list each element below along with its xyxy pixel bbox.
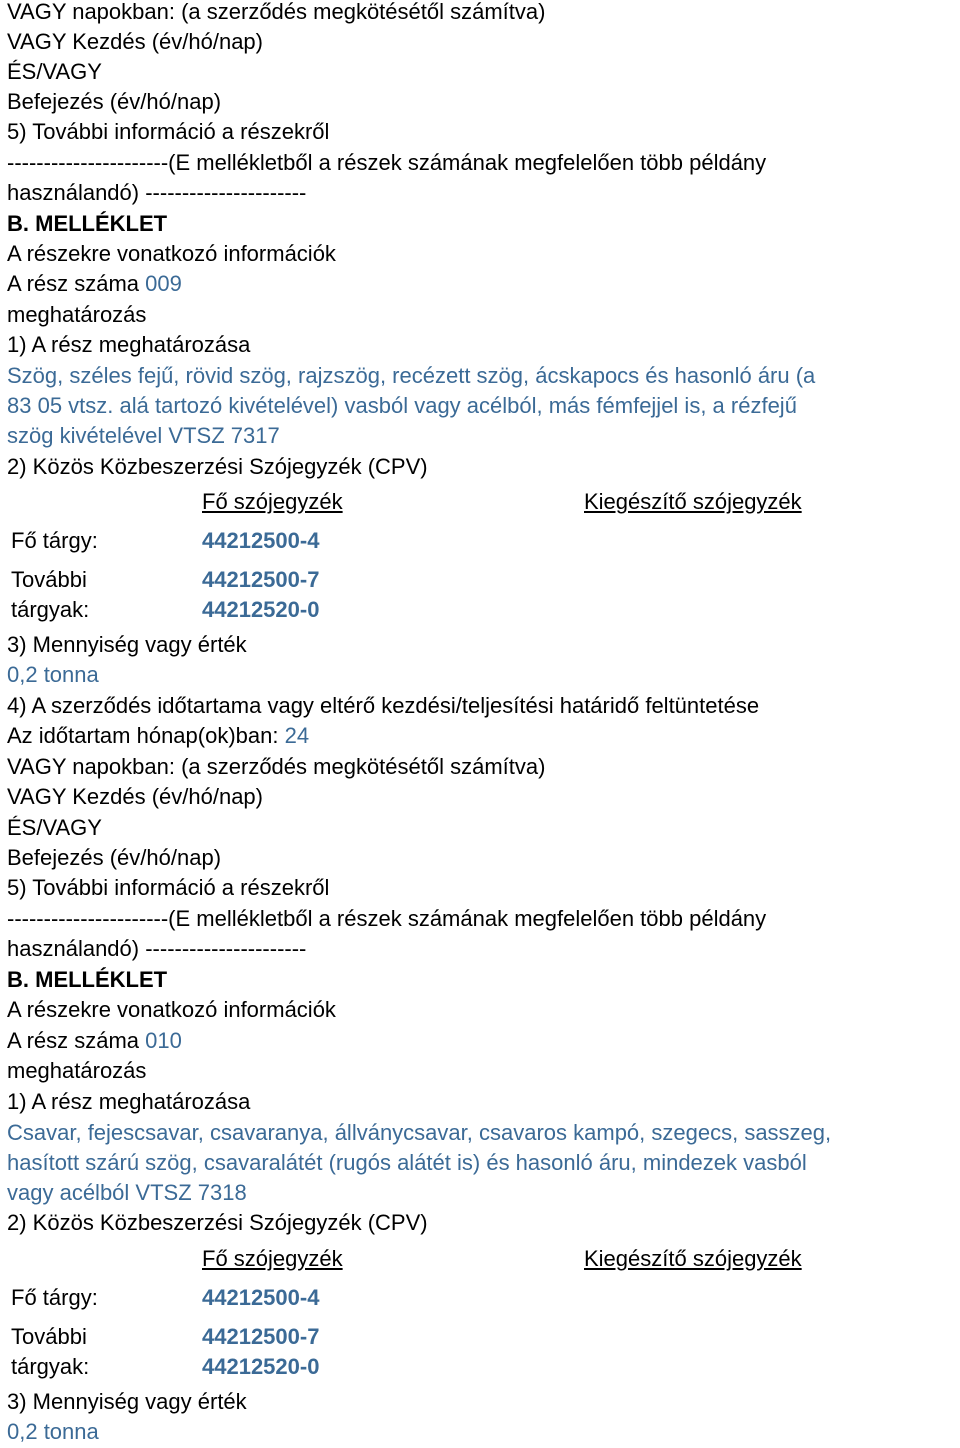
main-subject-label: Fő tárgy:	[11, 528, 98, 553]
part-definition-label: 1) A rész meghatározása	[7, 1089, 251, 1114]
duration-label: 4) A szerződés időtartama vagy eltérő kezdési/teljesítési határidő feltüntetése	[7, 693, 760, 718]
description-line: 83 05 vtsz. alá tartozó kivételével) vasból vagy acélból, más fémfejjel is, a rézfejű	[7, 393, 797, 418]
separator-line: ----------------------(E mellékletből a részek számának megfelelően több példány	[7, 906, 767, 931]
description-line: Szög, széles fejű, rövid szög, rajzszög, recézett szög, ácskapocs és hasonló áru (a	[7, 363, 816, 388]
quantity-label: 3) Mennyiség vagy érték	[7, 1389, 247, 1414]
annex-title: B. MELLÉKLET	[7, 967, 168, 992]
part-number-row	[7, 270, 182, 300]
separator-line-cont: használandó) ----------------------	[7, 936, 307, 961]
additional-cpv-code: 44212520-0	[202, 597, 320, 622]
part-number-label: A rész száma	[7, 271, 146, 296]
days-label: VAGY napokban: (a szerződés megkötésétől számítva)	[7, 0, 546, 24]
part-number-value: 009	[145, 271, 182, 296]
annex-title: B. MELLÉKLET	[7, 211, 168, 236]
additional-subjects-label-cont: tárgyak:	[11, 1354, 90, 1379]
more-info-label: 5) További információ a részekről	[7, 875, 330, 900]
definition-word: meghatározás	[7, 1058, 147, 1083]
description-line: hasított szárú szög, csavaralátét (rugós alátét is) és hasonló áru, mindezek vasból	[7, 1150, 807, 1175]
description-line: vagy acélból VTSZ 7318	[7, 1180, 247, 1205]
cpv-supplementary-heading: Kiegészítő szójegyzék	[584, 1246, 802, 1271]
part-definition-label: 1) A rész meghatározása	[7, 332, 251, 357]
more-info-label: 5) További információ a részekről	[7, 119, 330, 144]
end-date-label: Befejezés (év/hó/nap)	[7, 845, 222, 870]
end-date-label: Befejezés (év/hó/nap)	[7, 89, 222, 114]
cpv-supplementary-heading: Kiegészítő szójegyzék	[584, 489, 802, 514]
months-value: 24	[284, 723, 310, 748]
additional-cpv-code: 44212520-0	[202, 1354, 320, 1379]
cpv-main-heading: Fő szójegyzék	[202, 489, 343, 514]
cpv-label: 2) Közös Közbeszerzési Szójegyzék (CPV)	[7, 1210, 428, 1235]
parts-info-title: A részekre vonatkozó információk	[7, 241, 336, 266]
description-line: szög kivételével VTSZ 7317	[7, 423, 280, 448]
start-date-label: VAGY Kezdés (év/hó/nap)	[7, 784, 263, 809]
part-number-value: 010	[145, 1028, 182, 1053]
andor-label: ÉS/VAGY	[7, 59, 102, 84]
additional-cpv-code: 44212500-7	[202, 1324, 320, 1349]
main-cpv-code: 44212500-4	[202, 1285, 320, 1310]
description-line: Csavar, fejescsavar, csavaranya, állványcsavar, csavaros kampó, szegecs, sasszeg,	[7, 1120, 832, 1145]
additional-subjects-label: További	[11, 1324, 87, 1349]
quantity-value: 0,2 tonna	[7, 1419, 99, 1444]
start-date-label: VAGY Kezdés (év/hó/nap)	[7, 29, 263, 54]
additional-subjects-label: További	[11, 567, 87, 592]
cpv-main-heading: Fő szójegyzék	[202, 1246, 343, 1271]
main-cpv-code: 44212500-4	[202, 528, 320, 553]
parts-info-title: A részekre vonatkozó információk	[7, 997, 336, 1022]
days-label: VAGY napokban: (a szerződés megkötésétől számítva)	[7, 754, 546, 779]
andor-label: ÉS/VAGY	[7, 815, 102, 840]
months-row	[7, 722, 309, 752]
separator-line: ----------------------(E mellékletből a részek számának megfelelően több példány	[7, 150, 767, 175]
quantity-value: 0,2 tonna	[7, 662, 99, 687]
part-number-row	[7, 1027, 182, 1057]
quantity-label: 3) Mennyiség vagy érték	[7, 632, 247, 657]
definition-word: meghatározás	[7, 302, 147, 327]
additional-cpv-code: 44212500-7	[202, 567, 320, 592]
part-number-label: A rész száma	[7, 1028, 146, 1053]
additional-subjects-label-cont: tárgyak:	[11, 597, 90, 622]
separator-line-cont: használandó) ----------------------	[7, 180, 307, 205]
months-label: Az időtartam hónap(ok)ban:	[7, 723, 285, 748]
cpv-label: 2) Közös Közbeszerzési Szójegyzék (CPV)	[7, 454, 428, 479]
main-subject-label: Fő tárgy:	[11, 1285, 98, 1310]
